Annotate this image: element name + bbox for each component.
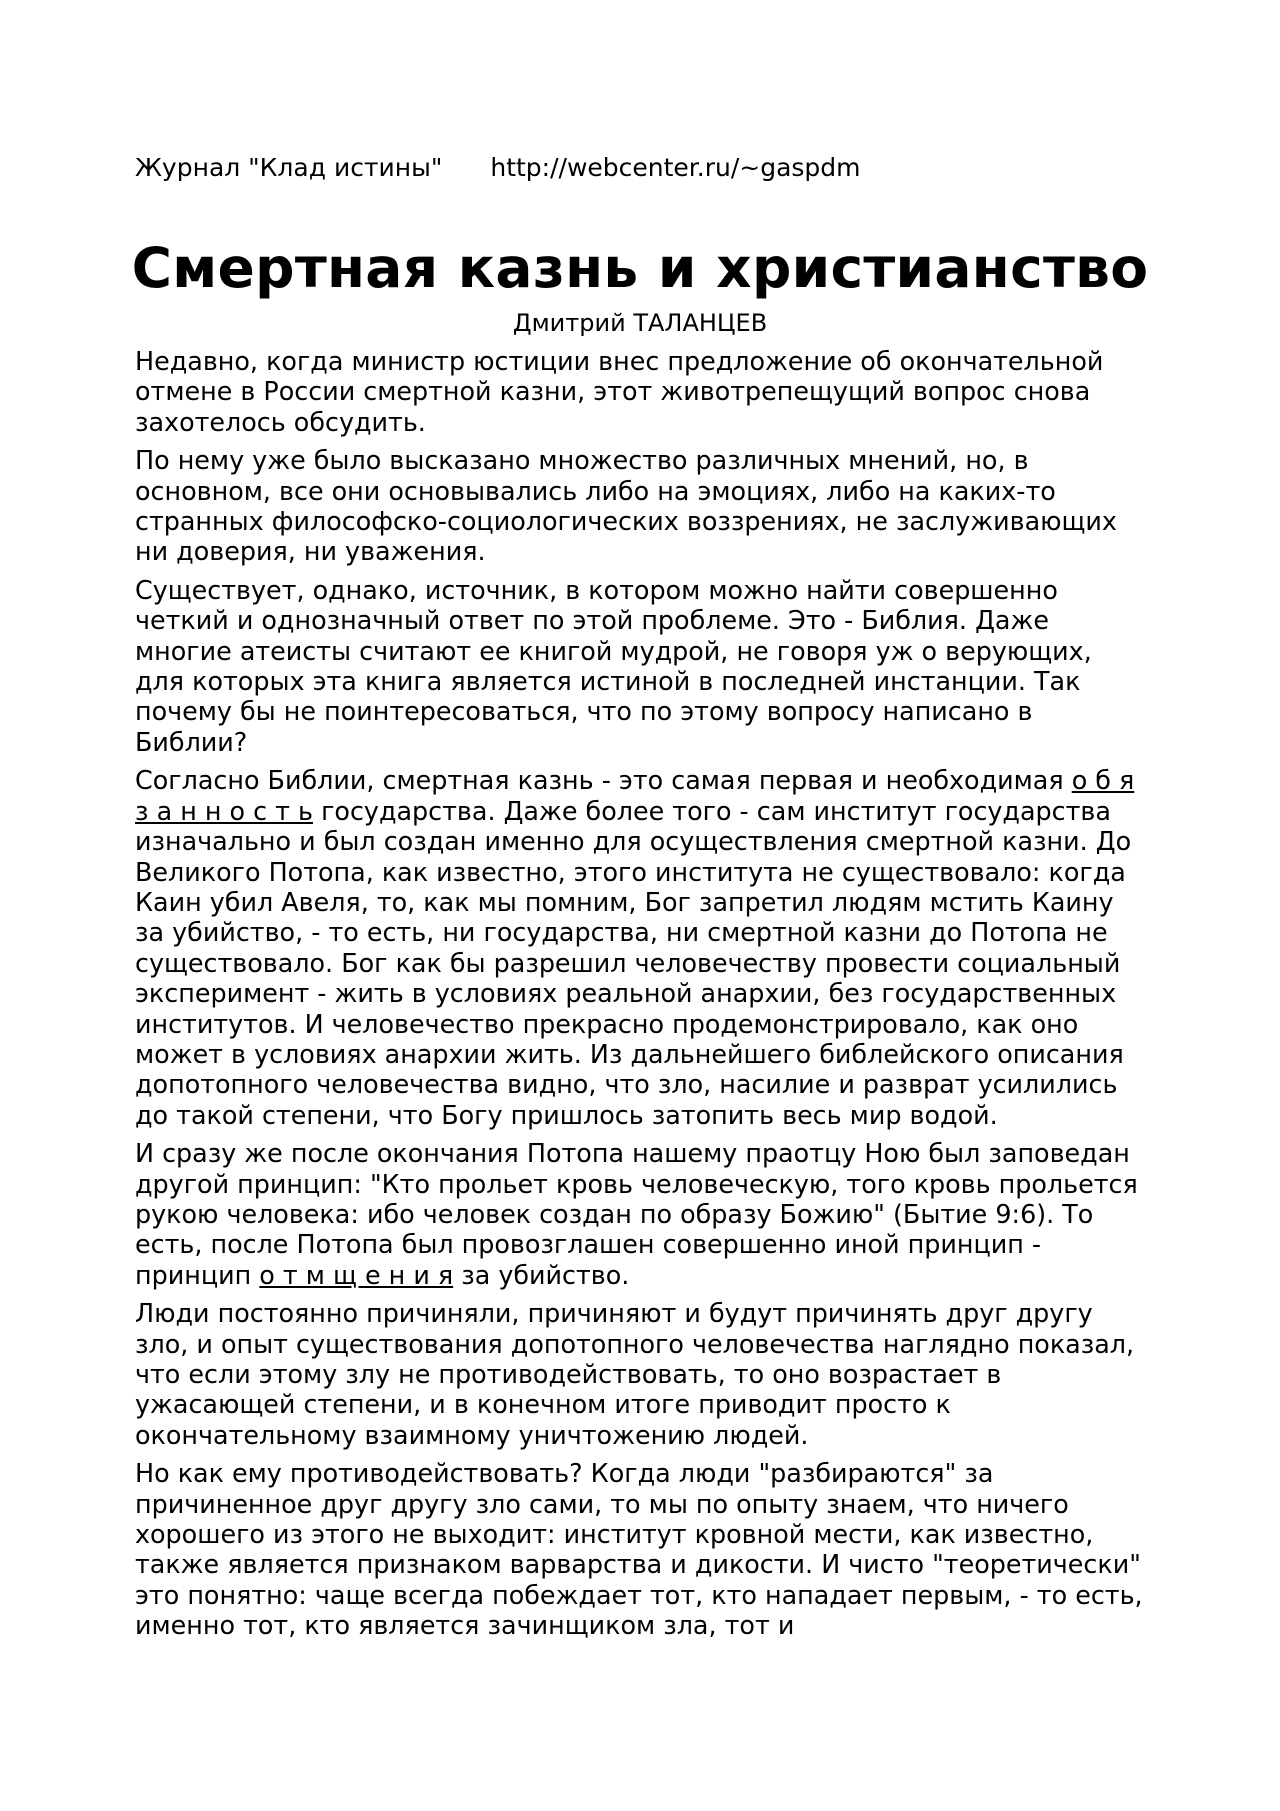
paragraph-text: Согласно Библии, смертная казнь - это самая первая и необходимая (135, 765, 1072, 796)
emphasized-word: о т м щ е н и я (259, 1259, 454, 1290)
paragraph-text: И сразу же после окончания Потопа нашему праотцу Ною был заповедан другой принцип: "Кто прольет кровь человеческую, того кровь прольется рукою человека: ибо человек создан по образу Божию" (Бытие 9:6). То есть, после Потопа был провозглашен совершенно иной принцип - принцип (135, 1138, 1138, 1290)
paragraph: Но как ему противодействовать? Когда люди "разбираются" за причиненное друг другу зло сами, то мы по опыту знаем, что ничего хорошего из этого не выходит: институт кровной мести, как известно, также является признаком варварства и дикости. И чисто "теоретически" это понятно: чаще всегда побеждает тот, кто нападает первым, - то есть, именно тот, кто является зачинщиком зла, тот и (135, 1458, 1143, 1641)
paragraph: Существует, однако, источник, в котором можно найти совершенно четкий и однозначный ответ по этой проблеме. Это - Библия. Даже многие атеисты считают ее книгой мудрой, не говоря уж о верующих, для которых эта книга является истиной в последней инстанции. Так почему бы не поинтересоваться, что по этому вопросу написано в Библии? (135, 574, 1092, 757)
paragraph: По нему уже было высказано множество различных мнений, но, в основном, все они основывались либо на эмоциях, либо на каких-то странных философско-социологических воззрениях, не заслуживающих ни доверия, ни уважения. (135, 445, 1117, 567)
paragraph: Люди постоянно причиняли, причиняют и будут причинять друг другу зло, и опыт существования допотопного человечества наглядно показал, что если этому злу не противодействовать, то оно возрастает в ужасающей степени, и в конечном итоге приводит просто к окончательному взаимному уничтожению людей. (135, 1298, 1135, 1450)
paragraph: Недавно, когда министр юстиции внес предложение об окончательной отмене в России смертной казни, этот животрепещущий вопрос снова захотелось обсудить. (135, 346, 1104, 437)
page-header (135, 150, 861, 186)
paragraph-text: государства. Даже более того - сам институт государства изначально и был создан именно для осуществления смертной казни. До Великого Потопа, как известно, этого института не существовало: когда Каин убил Авеля, то, как мы помним, Бог запретил людям мстить Каину за убийство, - то есть, ни государства, ни смертной казни до Потопа не существовало. Бог как бы разрешил человечеству провести социальный эксперимент - жить в условиях реальной анархии, без государственных институтов. И человечество прекрасно продемонстрировало, как оно может в условиях анархии жить. Из дальнейшего библейского описания допотопного человечества видно, что зло, насилие и разврат усилились до такой степени, что Богу пришлось затопить весь мир водой. (135, 795, 1132, 1130)
paragraph (135, 1138, 1145, 1290)
paragraph-text: за убийство. (453, 1259, 630, 1290)
article-title: Смертная казнь и христианство (131, 236, 1149, 300)
journal-url: http://webcenter.ru/~gaspdm (490, 153, 861, 182)
emphasized-word: о б я з а н н о с т ь (135, 765, 1135, 826)
journal-name: Журнал "Клад истины" (135, 153, 443, 182)
paragraph (135, 765, 1145, 1130)
article-body (135, 346, 1145, 1649)
article-author: Дмитрий ТАЛАНЦЕВ (512, 309, 768, 337)
